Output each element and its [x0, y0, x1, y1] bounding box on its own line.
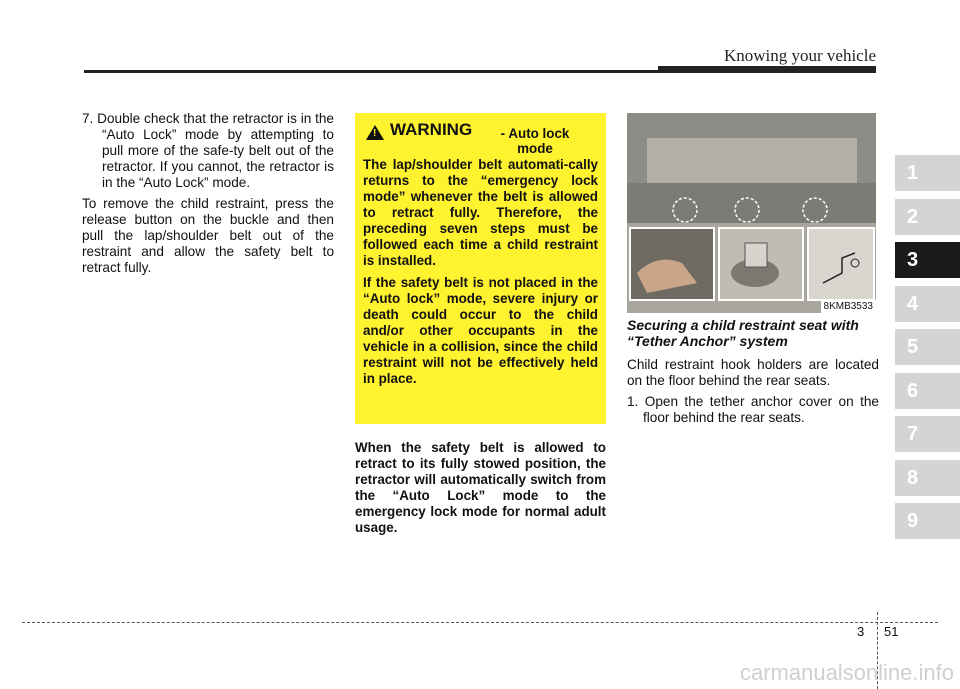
warning-header [363, 120, 598, 157]
warning-subtitle: - Auto lock mode [500, 126, 570, 156]
right-column [627, 317, 879, 431]
page-number: 51 [884, 624, 899, 639]
step-1-text: 1. Open the tether anchor cover on the floor behind the rear seats. [627, 394, 879, 425]
exclamation-icon: ! [373, 128, 377, 139]
warning-paragraph-2: If the safety belt is not placed in the “Auto lock” mode, severe injury or death could occur to the child and/or other occupants in the vehicle in a collision, since the child restraint will not be effectively held in place. [363, 275, 598, 386]
warning-word: WARNING [390, 120, 473, 139]
step-7-text: 7. Double check that the retractor is in the “Auto Lock” mode by attempting to pull more of the safe-ty belt out of the retractor. If you cannot, the retractor is in the “Auto Lock” mode. [82, 111, 334, 190]
page-chapter-number: 3 [857, 624, 865, 639]
warning-box [355, 113, 606, 424]
chapter-tab-2[interactable]: 2 [895, 199, 960, 235]
figure-label: 8KMB3533 [821, 300, 876, 313]
footer-divider [22, 622, 938, 623]
hook-holders-text: Child restraint hook holders are located on the floor behind the rear seats. [627, 357, 879, 388]
header-rule-accent [658, 66, 876, 72]
chapter-tab-4[interactable]: 4 [895, 286, 960, 322]
section-heading: Securing a child restraint seat with “Tether Anchor” system [627, 317, 859, 349]
retractor-note: When the safety belt is allowed to retract to its fully stowed position, the retractor will automatically switch from the “Auto Lock” mode to the emergency lock mode for normal adult usage. [355, 440, 606, 535]
remove-restraint-text: To remove the child restraint, press the release button on the buckle and then pull the lap/shoulder belt out of the restraint and allow the safety belt to retract fully. [82, 196, 334, 275]
left-column [82, 111, 334, 281]
chapter-tab-5[interactable]: 5 [895, 329, 960, 365]
photo-illustration [627, 113, 876, 313]
tether-anchor-photo [627, 113, 876, 313]
chapter-tab-1[interactable]: 1 [895, 155, 960, 191]
chapter-tab-7[interactable]: 7 [895, 416, 960, 452]
chapter-tab-3[interactable]: 3 [895, 242, 960, 278]
watermark: carmanualsonline.info [739, 660, 954, 685]
warning-paragraph-1: The lap/shoulder belt automati-cally returns to the “emergency lock mode” whenever the belt is allowed to retract fully. Therefore, the preceding seven steps must be followed each time a child restraint is installed. [363, 157, 598, 268]
header-title: Knowing your vehicle [723, 46, 876, 65]
chapter-tabs [895, 155, 960, 547]
chapter-tab-6[interactable]: 6 [895, 373, 960, 409]
chapter-tab-9[interactable]: 9 [895, 503, 960, 539]
chapter-tab-8[interactable]: 8 [895, 460, 960, 496]
